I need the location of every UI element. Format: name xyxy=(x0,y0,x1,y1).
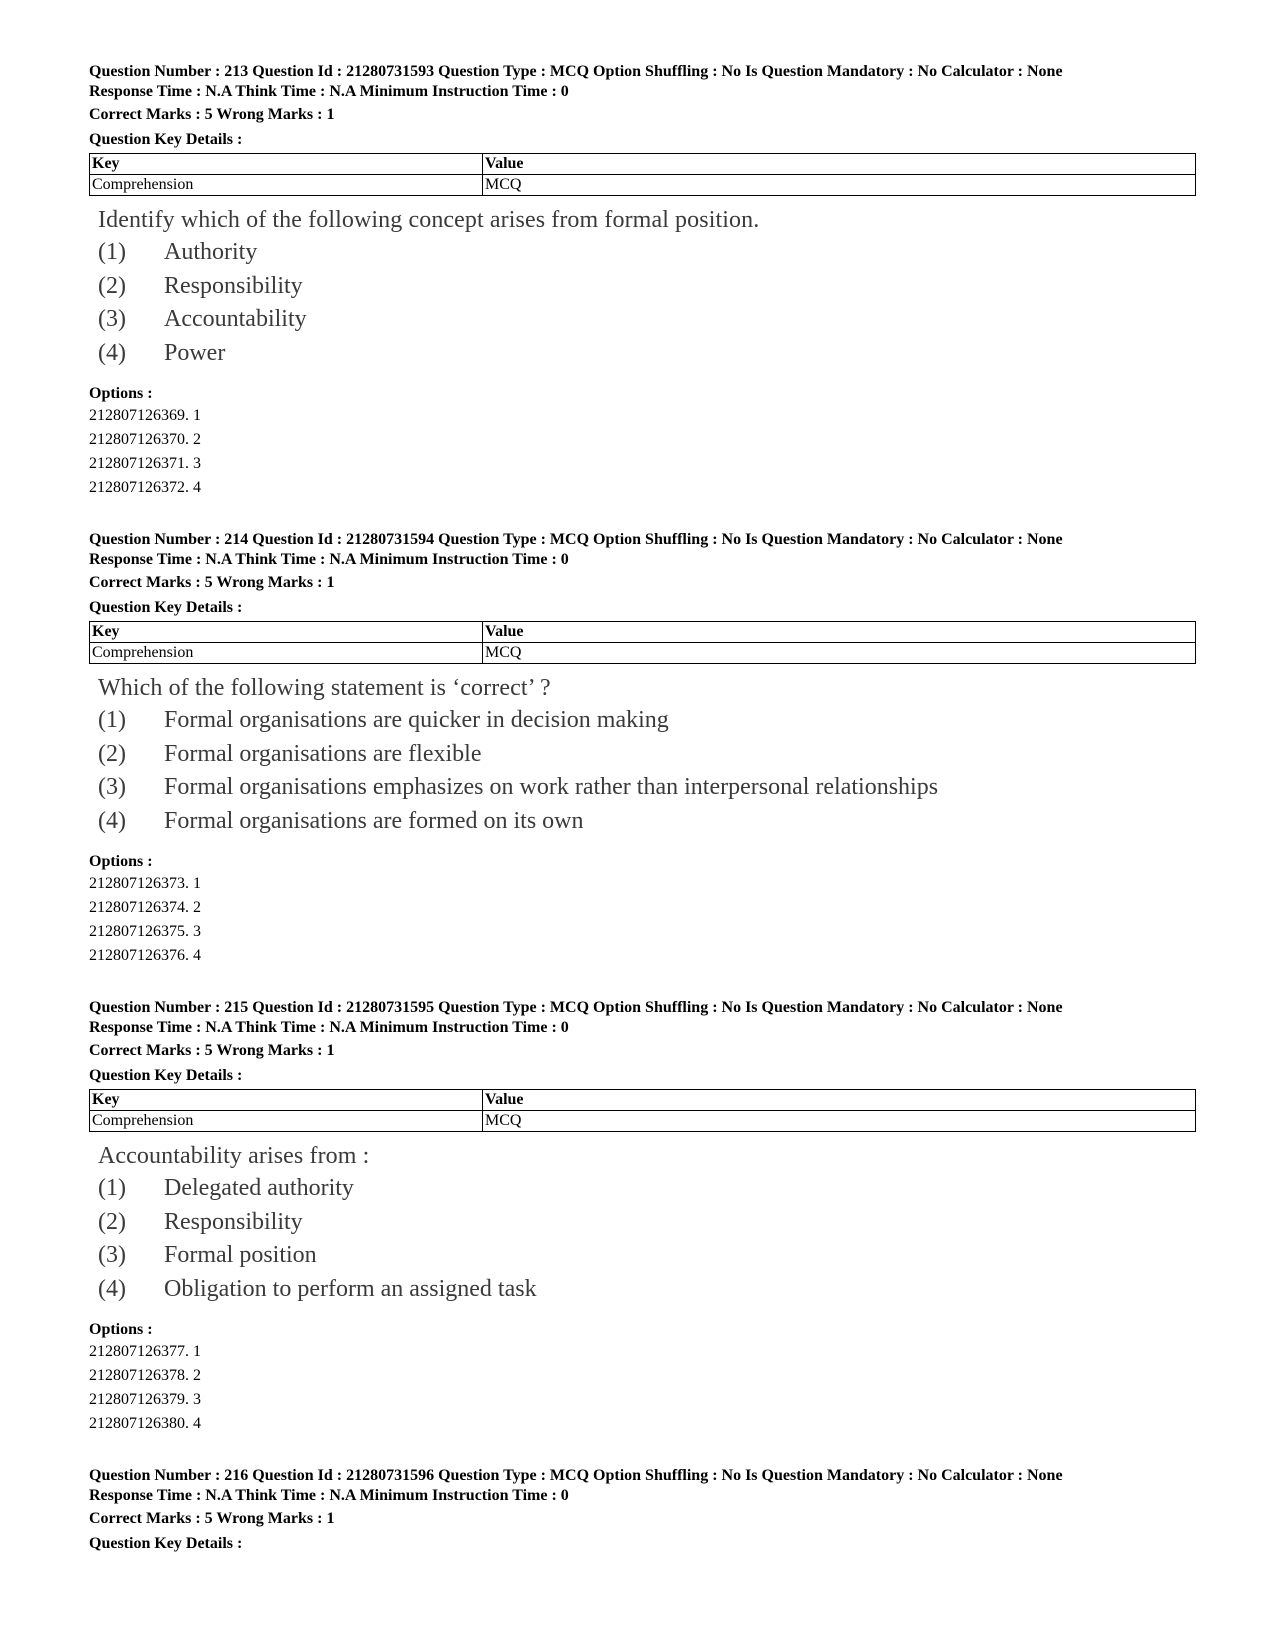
choice-item xyxy=(98,805,1199,839)
options-label: Options : xyxy=(89,1321,153,1338)
choice-text: Obligation to perform an assigned task xyxy=(164,1275,537,1302)
key-header: Key xyxy=(90,1090,483,1111)
choice-text: Authority xyxy=(164,239,258,265)
option-id: 212807126379. 3 xyxy=(89,1391,201,1408)
option-id: 212807126377. 1 xyxy=(89,1343,201,1360)
choice-number: (3) xyxy=(98,774,126,800)
choice-number: (2) xyxy=(98,272,126,299)
question-header: Question Number : 213 Question Id : 21280731593 Question Type : MCQ Option Shuffling : No Is Question Mandatory : No Calculator : None xyxy=(89,63,1063,80)
option-id: 212807126380. 4 xyxy=(89,1415,201,1432)
value-cell: MCQ xyxy=(483,175,1196,196)
question-block xyxy=(89,530,1199,968)
option-id: 212807126370. 2 xyxy=(89,431,201,448)
key-cell: Comprehension xyxy=(90,175,483,196)
choice-text: Delegated authority xyxy=(164,1175,354,1201)
choice-text: Responsibility xyxy=(164,272,303,299)
value-header: Value xyxy=(483,622,1196,643)
choice-number: (2) xyxy=(98,1208,126,1235)
choice-list xyxy=(98,704,1199,838)
choice-item xyxy=(98,1273,1199,1307)
choice-number: (3) xyxy=(98,1242,126,1268)
key-cell: Comprehension xyxy=(90,643,483,664)
choice-item xyxy=(98,270,1199,304)
option-id: 212807126376. 4 xyxy=(89,947,201,964)
choice-text: Power xyxy=(164,339,226,366)
choice-item xyxy=(98,1172,1199,1206)
choice-item xyxy=(98,303,1199,337)
key-details-table xyxy=(89,621,1196,664)
choice-item xyxy=(98,1206,1199,1240)
options-label: Options : xyxy=(89,853,153,870)
choice-item xyxy=(98,704,1199,738)
choice-number: (1) xyxy=(98,707,126,733)
option-id: 212807126372. 4 xyxy=(89,479,201,496)
key-header: Key xyxy=(90,154,483,175)
choice-text: Accountability xyxy=(164,306,307,332)
question-block xyxy=(89,1466,1199,1553)
choice-number: (1) xyxy=(98,1175,126,1201)
table-header-row xyxy=(90,1090,1196,1111)
table-row xyxy=(90,1111,1196,1132)
value-cell: MCQ xyxy=(483,1111,1196,1132)
choice-item xyxy=(98,236,1199,270)
value-header: Value xyxy=(483,1090,1196,1111)
table-header-row xyxy=(90,154,1196,175)
key-details-label: Question Key Details : xyxy=(89,598,243,616)
value-header: Value xyxy=(483,154,1196,175)
choice-number: (1) xyxy=(98,239,126,265)
choice-item xyxy=(98,771,1199,805)
choice-text: Formal organisations are quicker in decision making xyxy=(164,707,669,733)
choice-text: Formal organisations are formed on its own xyxy=(164,807,584,834)
choice-number: (3) xyxy=(98,306,126,332)
option-id: 212807126375. 3 xyxy=(89,923,201,940)
option-id: 212807126369. 1 xyxy=(89,407,201,424)
choice-list xyxy=(98,236,1199,370)
choice-number: (4) xyxy=(98,807,126,834)
question-marks: Correct Marks : 5 Wrong Marks : 1 xyxy=(89,574,335,591)
key-details-table xyxy=(89,153,1196,196)
choice-text: Responsibility xyxy=(164,1208,303,1235)
choice-item xyxy=(98,1239,1199,1273)
option-id: 212807126373. 1 xyxy=(89,875,201,892)
question-timing: Response Time : N.A Think Time : N.A Minimum Instruction Time : 0 xyxy=(89,82,569,100)
key-details-label: Question Key Details : xyxy=(89,130,243,148)
document-page xyxy=(89,60,1199,1553)
table-header-row xyxy=(90,622,1196,643)
choice-text: Formal organisations are flexible xyxy=(164,740,482,767)
key-header: Key xyxy=(90,622,483,643)
question-stem: Which of the following statement is ‘correct’ ? xyxy=(98,675,551,701)
key-cell: Comprehension xyxy=(90,1111,483,1132)
choice-number: (2) xyxy=(98,740,126,767)
question-marks: Correct Marks : 5 Wrong Marks : 1 xyxy=(89,106,335,123)
question-block xyxy=(89,998,1199,1436)
key-details-label: Question Key Details : xyxy=(89,1066,243,1084)
question-stem: Accountability arises from : xyxy=(98,1143,370,1169)
question-header: Question Number : 215 Question Id : 21280731595 Question Type : MCQ Option Shuffling : No Is Question Mandatory : No Calculator : None xyxy=(89,999,1063,1016)
table-row xyxy=(90,643,1196,664)
choice-list xyxy=(98,1172,1199,1306)
question-stem: Identify which of the following concept arises from formal position. xyxy=(98,207,760,233)
question-header: Question Number : 216 Question Id : 21280731596 Question Type : MCQ Option Shuffling : No Is Question Mandatory : No Calculator : None xyxy=(89,1467,1063,1484)
option-id: 212807126374. 2 xyxy=(89,899,201,916)
question-marks: Correct Marks : 5 Wrong Marks : 1 xyxy=(89,1042,335,1059)
question-header: Question Number : 214 Question Id : 21280731594 Question Type : MCQ Option Shuffling : No Is Question Mandatory : No Calculator : None xyxy=(89,531,1063,548)
value-cell: MCQ xyxy=(483,643,1196,664)
choice-item xyxy=(98,337,1199,371)
choice-text: Formal organisations emphasizes on work rather than interpersonal relationships xyxy=(164,774,939,800)
choice-text: Formal position xyxy=(164,1242,317,1268)
choice-number: (4) xyxy=(98,339,126,366)
question-timing: Response Time : N.A Think Time : N.A Minimum Instruction Time : 0 xyxy=(89,550,569,568)
choice-number: (4) xyxy=(98,1275,126,1302)
question-block xyxy=(89,62,1199,500)
table-row xyxy=(90,175,1196,196)
options-label: Options : xyxy=(89,385,153,402)
question-timing: Response Time : N.A Think Time : N.A Minimum Instruction Time : 0 xyxy=(89,1018,569,1036)
choice-item xyxy=(98,738,1199,772)
question-timing: Response Time : N.A Think Time : N.A Minimum Instruction Time : 0 xyxy=(89,1486,569,1504)
question-marks: Correct Marks : 5 Wrong Marks : 1 xyxy=(89,1510,335,1527)
option-id: 212807126371. 3 xyxy=(89,455,201,472)
key-details-label: Question Key Details : xyxy=(89,1534,243,1552)
key-details-table xyxy=(89,1089,1196,1132)
option-id: 212807126378. 2 xyxy=(89,1367,201,1384)
